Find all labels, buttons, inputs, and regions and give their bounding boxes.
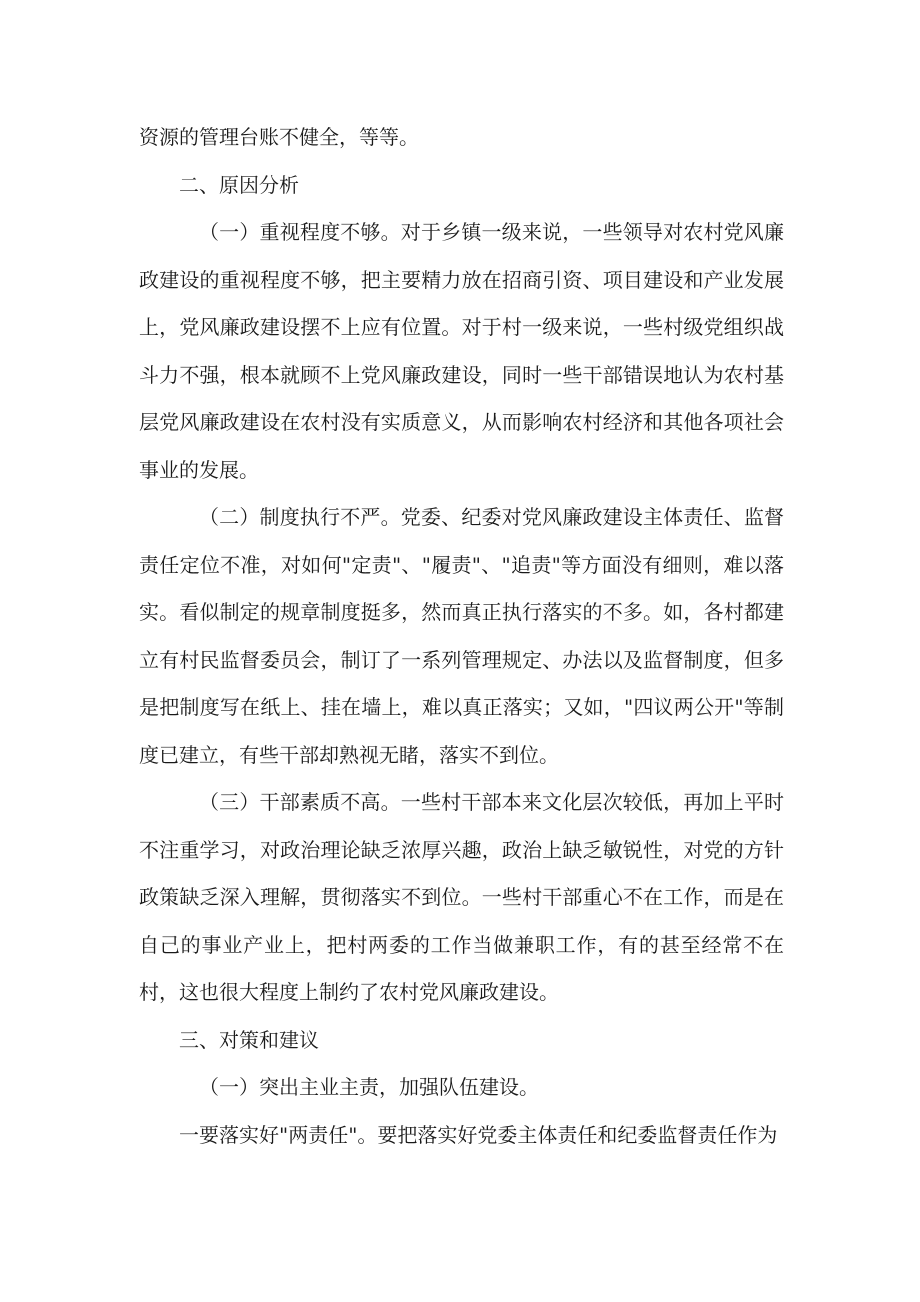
paragraph-continuation: 资源的管理台账不健全，等等。	[139, 125, 419, 149]
paragraph-countermeasure-1-start: 一要落实好"两责任"。要把落实好党委主体责任和纪委监督责任作为	[179, 1122, 778, 1147]
document-body	[139, 114, 784, 1159]
paragraph-cause-1: （一）重视程度不够。对于乡镇一级来说，一些领导对农村党风廉政建设的重视程度不够，把主要精力放在招商引资、项目建设和产业发展上，党风廉政建设摆不上应有位置。对于村一级来说，一些村级党组织战斗力不强，根本就顾不上党风廉政建设，同时一些干部错误地认为农村基层党风廉政建设在农村没有实质意义，从而影响农村经济和其他各项社会事业的发展。	[139, 220, 784, 482]
subheading-countermeasure-1: （一）突出主业主责，加强队伍建设。	[199, 1075, 539, 1099]
section-heading-countermeasures: 三、对策和建议	[179, 1027, 319, 1052]
section-heading-cause-analysis: 二、原因分析	[179, 172, 299, 197]
paragraph-cause-3: （三）干部素质不高。一些村干部本来文化层次较低，再加上平时不注重学习，对政治理论缺乏浓厚兴趣，政治上缺乏敏锐性，对党的方针政策缺乏深入理解，贯彻落实不到位。一些村干部重心不在工作，而是在自己的事业产业上，把村两委的工作当做兼职工作，有的甚至经常不在村，这也很大程度上制约了农村党风廉政建设。	[139, 790, 784, 1004]
paragraph-cause-2: （二）制度执行不严。党委、纪委对党风廉政建设主体责任、监督责任定位不准，对如何"定责"、"履责"、"追责"等方面没有细则，难以落实。看似制定的规章制度挺多，然而真正执行落实的不多。如，各村都建立有村民监督委员会，制订了一系列管理规定、办法以及监督制度，但多是把制度写在纸上、挂在墙上，难以真正落实；又如，"四议两公开"等制度已建立，有些干部却熟视无睹，落实不到位。	[139, 505, 784, 767]
